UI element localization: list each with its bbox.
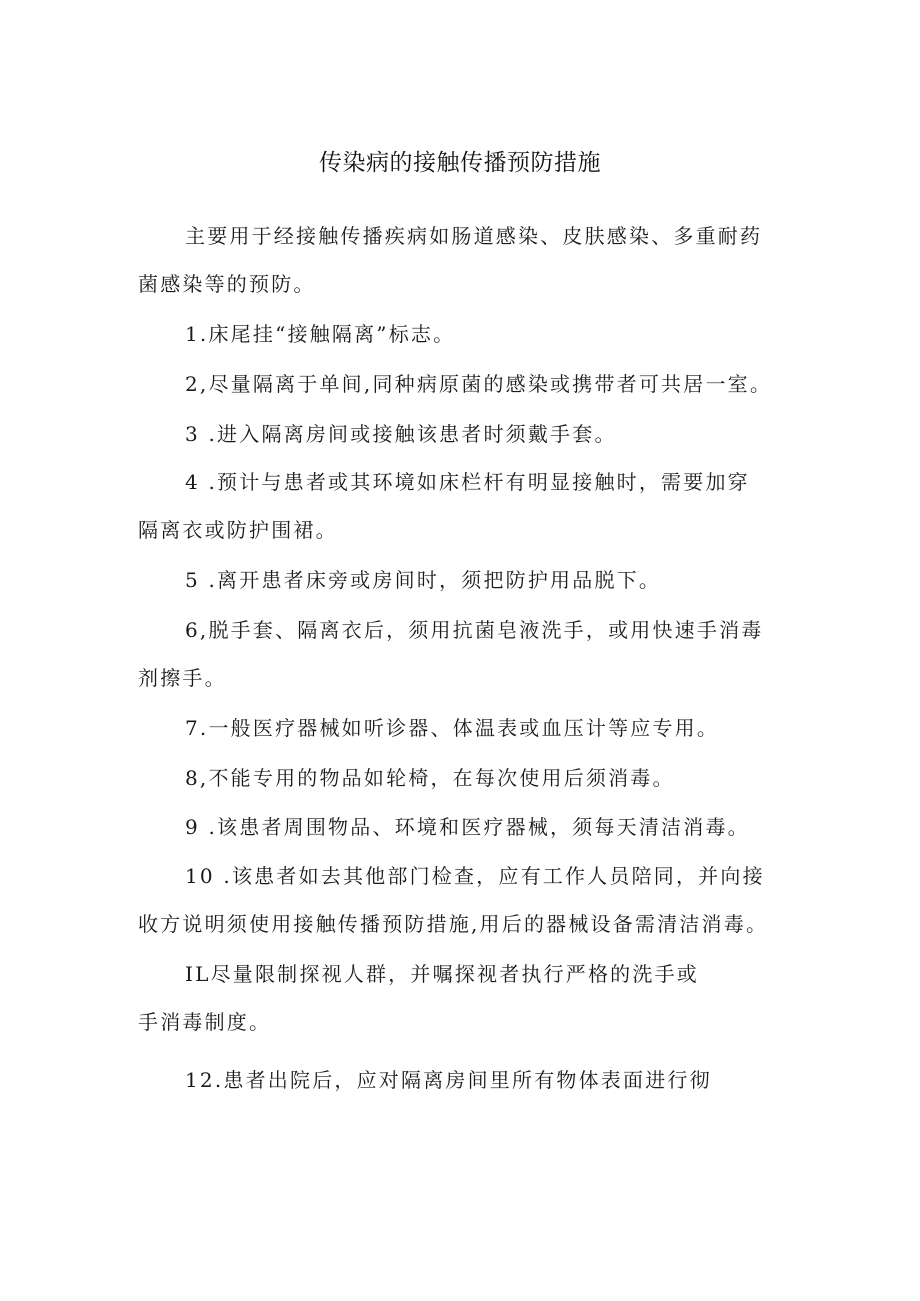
list-item-line: 10 .该患者如去其他部门检查，应有工作人员陪同，并向接 [185, 864, 765, 888]
list-item-line: 8,不能专用的物品如轮椅，在每次使用后须消毒。 [185, 766, 675, 790]
list-item-line: 2,尽量隔离于单间,同种病原菌的感染或携带者可共居一室。 [185, 372, 773, 396]
list-item-line: 剂擦手。 [138, 666, 227, 690]
list-item-line: 6,脱手套、隔离衣后，须用抗菌皂液洗手，或用快速手消毒 [185, 618, 764, 642]
list-item-line: 收方说明须使用接触传播预防措施,用后的器械设备需清洁消毒。 [138, 912, 769, 936]
list-item [138, 606, 798, 702]
list-item [138, 1056, 798, 1104]
intro-line-2: 菌感染等的预防。 [138, 272, 316, 296]
list-item [138, 704, 798, 752]
list-item [138, 556, 798, 604]
list-item [138, 852, 798, 948]
list-item [138, 950, 798, 1046]
list-item [138, 360, 798, 408]
list-item-line: 手消毒制度。 [138, 1010, 272, 1034]
list-item [138, 310, 798, 358]
list-item-line: 12.患者出院后，应对隔离房间里所有物体表面进行彻 [185, 1068, 712, 1092]
list-item [138, 803, 798, 851]
intro-paragraph [138, 212, 798, 308]
list-item-line: 5 .离开患者床旁或房间时，须把防护用品脱下。 [185, 568, 662, 592]
list-item-line: IL尽量限制探视人群，并嘱探视者执行严格的洗手或 [185, 962, 699, 986]
list-item-line: 1.床尾挂“接触隔离”标志。 [185, 322, 456, 346]
list-item [138, 410, 798, 458]
list-item-line: 7.一般医疗器械如听诊器、体温表或血压计等应专用。 [185, 716, 720, 740]
list-item [138, 754, 798, 802]
list-item [138, 458, 798, 554]
list-item-line: 3 .进入隔离房间或接触该患者时须戴手套。 [185, 422, 617, 446]
intro-line-1: 主要用于经接触传播疾病如肠道感染、皮肤感染、多重耐药 [185, 224, 763, 248]
document-title: 传染病的接触传播预防措施 [319, 150, 601, 176]
list-item-line: 隔离衣或防护围裙。 [138, 518, 338, 542]
list-item-line: 9 .该患者周围物品、环境和医疗器械，须每天清洁消毒。 [185, 815, 750, 839]
list-item-line: 4 .预计与患者或其环境如床栏杆有明显接触时，需要加穿 [185, 470, 750, 494]
